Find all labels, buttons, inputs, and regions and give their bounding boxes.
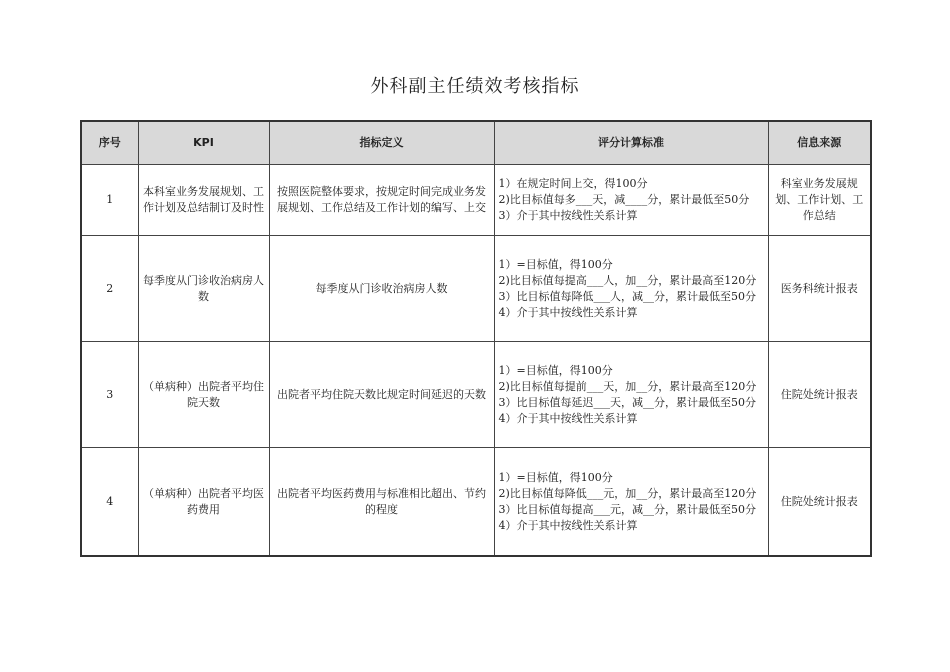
standard-line: 1）=目标值，得100分 <box>498 363 613 377</box>
row-seq: 3 <box>81 342 138 448</box>
row-standard <box>494 236 768 342</box>
row-kpi: 本科室业务发展规划、工作计划及总结制订及时性 <box>138 165 269 236</box>
row-seq: 4 <box>81 448 138 557</box>
standard-line: 3）介于其中按线性关系计算 <box>498 209 638 222</box>
table-row <box>81 236 871 342</box>
row-definition: 按照医院整体要求，按规定时间完成业务发展规划、工作总结及工作计划的编写、上交 <box>269 165 494 236</box>
row-source: 住院处统计报表 <box>768 342 871 448</box>
header-standard: 评分计算标准 <box>494 121 768 165</box>
row-kpi: （单病种）出院者平均医药费用 <box>138 448 269 557</box>
header-kpi: KPI <box>138 121 269 165</box>
kpi-table <box>80 120 872 557</box>
row-standard <box>494 342 768 448</box>
row-seq: 2 <box>81 236 138 342</box>
table-row <box>81 448 871 557</box>
standard-line: 4）介于其中按线性关系计算 <box>498 518 638 532</box>
standard-line: 3）比目标值每延迟___天，减__分，累计最低至50分 <box>498 395 756 409</box>
table-header-row <box>81 121 871 165</box>
row-source: 住院处统计报表 <box>768 448 871 557</box>
row-seq: 1 <box>81 165 138 236</box>
standard-line: 1）=目标值，得100分 <box>498 470 613 484</box>
row-definition: 每季度从门诊收治病房人数 <box>269 236 494 342</box>
row-source: 医务科统计报表 <box>768 236 871 342</box>
row-source: 科室业务发展规划、工作计划、工作总结 <box>768 165 871 236</box>
standard-line: 1）在规定时间上交，得100分 <box>498 177 648 190</box>
row-kpi: （单病种）出院者平均住院天数 <box>138 342 269 448</box>
table-row <box>81 342 871 448</box>
table-row <box>81 165 871 236</box>
standard-line: 3）比目标值每降低___人，减__分，累计最低至50分 <box>498 289 756 303</box>
standard-line: 4）介于其中按线性关系计算 <box>498 411 638 425</box>
standard-line: 2)比目标值每提高___人，加__分，累计最高至120分 <box>498 273 757 287</box>
standard-line: 4）介于其中按线性关系计算 <box>498 305 638 319</box>
header-source: 信息来源 <box>768 121 871 165</box>
standard-line: 3）比目标值每提高___元，减__分，累计最低至50分 <box>498 502 756 516</box>
page-title: 外科副主任绩效考核指标 <box>370 76 580 97</box>
row-definition: 出院者平均医药费用与标准相比超出、节约的程度 <box>269 448 494 557</box>
row-kpi: 每季度从门诊收治病房人数 <box>138 236 269 342</box>
standard-line: 2)比目标值每降低___元，加__分，累计最高至120分 <box>498 486 757 500</box>
standard-line: 2)比目标值每提前___天，加__分，累计最高至120分 <box>498 379 757 393</box>
standard-line: 2)比目标值每多___天，减____分，累计最低至50分 <box>498 193 750 206</box>
row-standard <box>494 448 768 557</box>
row-definition: 出院者平均住院天数比规定时间延迟的天数 <box>269 342 494 448</box>
row-standard <box>494 165 768 236</box>
header-definition: 指标定义 <box>269 121 494 165</box>
header-seq: 序号 <box>81 121 138 165</box>
standard-line: 1）=目标值，得100分 <box>498 257 613 271</box>
